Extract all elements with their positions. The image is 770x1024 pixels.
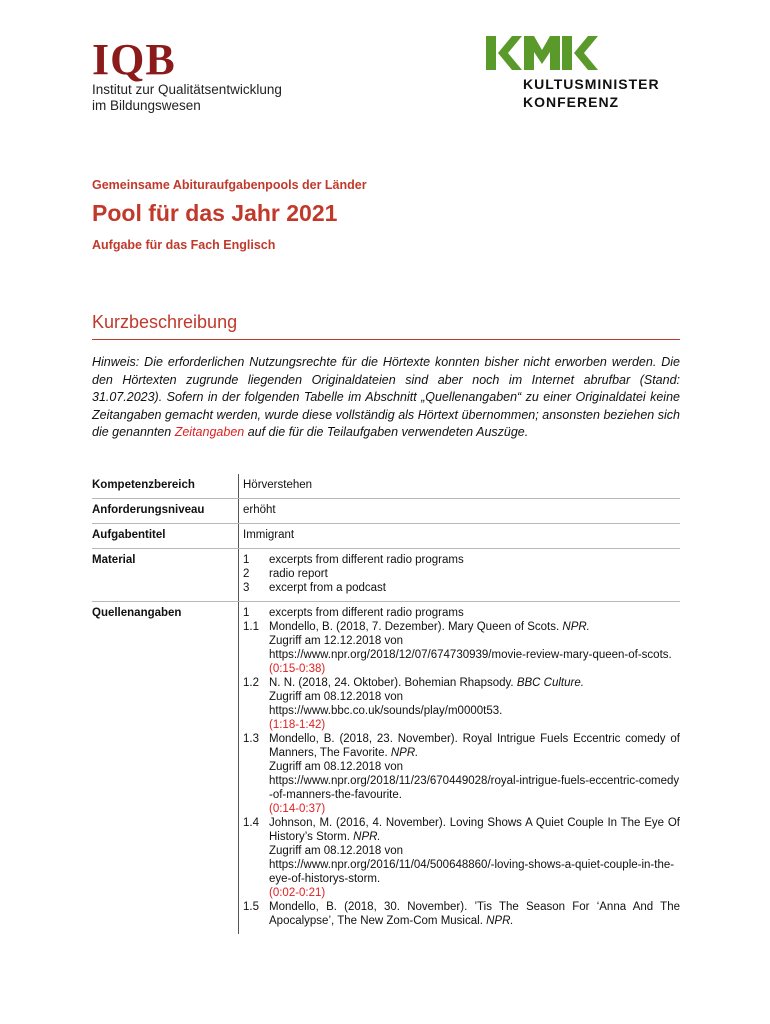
row-value-quellen: [238, 602, 680, 934]
material-number: 2: [243, 568, 250, 580]
row-value-niveau: erhöht: [238, 499, 680, 523]
source-item: [243, 676, 680, 732]
row-value-titel: Immigrant: [238, 524, 680, 548]
table-row: [92, 474, 680, 499]
source-time: (0:14-0:37): [269, 803, 326, 815]
source-citation: Mondello, B. (2018, 7. Dezember). Mary Queen of Scots.: [269, 621, 563, 633]
source-number: 1.1: [243, 621, 259, 633]
source-url[interactable]: https://www.bbc.co.uk/sounds/play/m0000t53.: [269, 705, 503, 717]
material-text: radio report: [269, 568, 328, 580]
iqb-logo-mark: IQB: [92, 35, 176, 84]
quellen-number: 1: [243, 607, 250, 619]
hinweis-text: Hinweis: Die erforderlichen Nutzungsrechte für die Hörtexte konnten bisher nicht erworben werden. Die den Hörtexten zugrunde liegenden Originaldateien sind aber noch im Internet abrufbar (Stand: 31.07.2023). Sofern in der folgenden Tabelle im Abschnitt „Quellenangaben“ zu einer Originaldatei keine Zeitangaben gemacht werden, wurde diese vollständig als Hörtext übernommen; ansonsten beziehen sich die genannten: [92, 355, 680, 439]
kmk-logo: [486, 36, 686, 111]
source-url[interactable]: https://www.npr.org/2018/11/23/670449028/royal-intrigue-fuels-eccentric-comedy-of-manners-the-favourite.: [269, 775, 680, 801]
row-label-quellen: Quellenangaben: [92, 607, 182, 619]
material-text: excerpts from different radio programs: [269, 554, 464, 566]
table-row: [92, 549, 680, 602]
source-citation: Mondello, B. (2018, 30. November). ’Tis The Season For ‘Anna And The Apocalypse’, The New Zom-Com Musical.: [269, 901, 680, 927]
source-outlet: NPR.: [390, 747, 419, 759]
row-label-niveau: Anforderungsniveau: [92, 504, 205, 516]
source-url[interactable]: https://www.npr.org/2016/11/04/500648860/-loving-shows-a-quiet-couple-in-the-eye-of-historys-storm.: [269, 859, 675, 885]
hinweis-highlight: Zeitangaben: [174, 425, 245, 439]
source-time: (0:02-0:21): [269, 887, 326, 899]
material-item: [243, 567, 680, 581]
table-row: [92, 499, 680, 524]
source-accessed: Zugriff am 12.12.2018 von: [269, 635, 404, 647]
source-item: [243, 816, 680, 900]
kmk-name-line2: KONFERENZ: [523, 94, 620, 110]
row-value-material: [238, 549, 680, 601]
source-item: [243, 620, 680, 676]
hinweis-paragraph: [92, 354, 680, 442]
source-outlet: NPR.: [486, 915, 514, 927]
row-label-titel: Aufgabentitel: [92, 529, 166, 541]
document-title: Pool für das Jahr 2021: [92, 200, 338, 226]
row-label-material: Material: [92, 554, 136, 566]
material-text: excerpt from a podcast: [269, 582, 386, 594]
iqb-name-line2: im Bildungswesen: [92, 98, 201, 113]
source-citation: N. N. (2018, 24. Oktober). Bohemian Rhapsody.: [269, 677, 517, 689]
source-number: 1.2: [243, 677, 259, 689]
source-time: (1:18-1:42): [269, 719, 326, 731]
source-outlet: NPR.: [562, 621, 590, 633]
section-divider: [92, 339, 680, 340]
row-label-kompetenz: Kompetenzbereich: [92, 479, 195, 491]
document-subtitle: Gemeinsame Abituraufgabenpools der Länder: [92, 178, 367, 192]
material-item: [243, 581, 680, 595]
source-accessed: Zugriff am 08.12.2018 von: [269, 845, 404, 857]
source-number: 1.3: [243, 733, 259, 745]
source-citation: Johnson, M. (2016, 4. November). Loving Shows A Quiet Couple In The Eye Of History’s Storm.: [269, 817, 680, 843]
quellen-heading-item: [243, 606, 680, 620]
source-time: (0:15-0:38): [269, 663, 326, 675]
section-heading-kurzbeschreibung: Kurzbeschreibung: [92, 312, 238, 332]
kmk-logo-icon: [486, 36, 598, 70]
table-row: [92, 602, 680, 934]
material-number: 3: [243, 582, 250, 594]
kmk-name-line1: KULTUSMINISTER: [523, 76, 660, 92]
source-url[interactable]: https://www.npr.org/2018/12/07/674730939/movie-review-mary-queen-of-scots.: [269, 649, 672, 661]
source-number: 1.4: [243, 817, 259, 829]
hinweis-text-end: auf die für die Teilaufgaben verwendeten Auszüge.: [244, 425, 529, 439]
document-subject: Aufgabe für das Fach Englisch: [92, 238, 276, 252]
material-number: 1: [243, 554, 250, 566]
task-info-table: [92, 474, 680, 934]
source-accessed: Zugriff am 08.12.2018 von: [269, 691, 404, 703]
iqb-name-line1: Institut zur Qualitätsentwicklung: [92, 82, 282, 97]
source-item: [243, 900, 680, 928]
source-item: [243, 732, 680, 816]
table-row: [92, 524, 680, 549]
source-accessed: Zugriff am 08.12.2018 von: [269, 761, 404, 773]
source-outlet: NPR.: [353, 831, 381, 843]
source-citation: Mondello, B. (2018, 23. November). Royal Intrigue Fuels Eccentric comedy of Manners, The Favorite.: [269, 733, 680, 759]
material-item: [243, 553, 680, 567]
row-value-kompetenz: Hörverstehen: [238, 474, 680, 498]
quellen-heading-text: excerpts from different radio programs: [269, 607, 464, 619]
source-outlet: BBC Culture.: [516, 677, 584, 689]
source-number: 1.5: [243, 901, 259, 913]
iqb-logo: [92, 35, 282, 114]
